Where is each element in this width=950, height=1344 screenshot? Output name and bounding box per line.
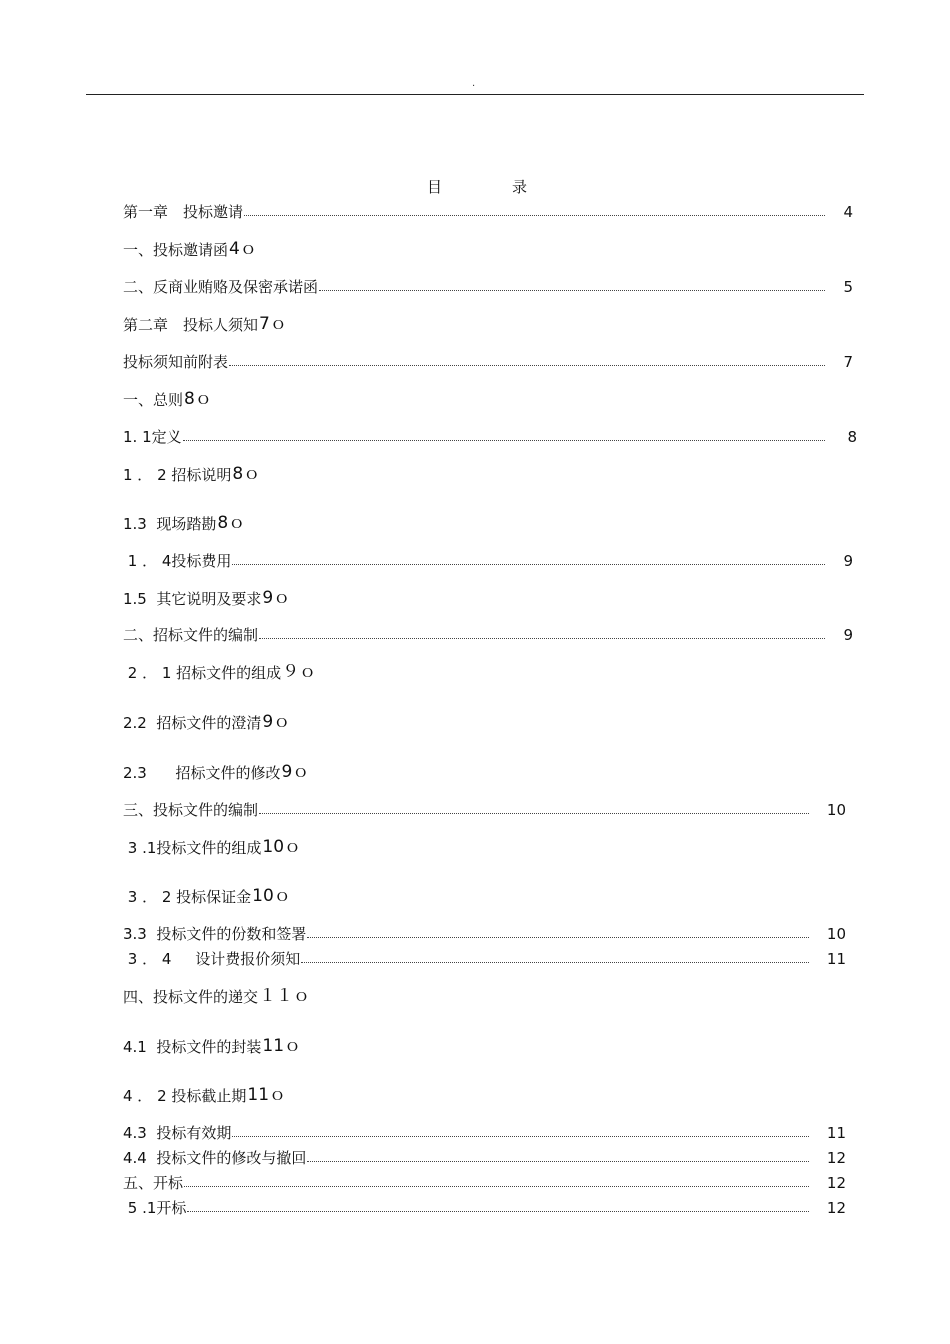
toc-entry-inline-page: 9ｏ bbox=[281, 762, 310, 782]
toc-entry-page: 12 bbox=[826, 1174, 846, 1192]
toc-entry-label: 1 ． 4投标费用 bbox=[123, 552, 232, 570]
toc-entry-label: 4.3 投标有效期 bbox=[123, 1124, 232, 1142]
toc-entry-page: 11 bbox=[826, 1124, 846, 1142]
toc-entry[interactable] bbox=[0, 276, 950, 298]
toc-entry-page: 9 bbox=[843, 552, 853, 570]
header-rule bbox=[86, 94, 864, 95]
toc-entry-label: 3 ． 2 投标保证金 bbox=[123, 888, 252, 906]
toc-entry-inline-page: 11ｏ bbox=[247, 1085, 287, 1105]
toc-entry-page: 10 bbox=[826, 925, 846, 943]
toc-entry-label: 2.3 招标文件的修改 bbox=[123, 764, 281, 782]
toc-entry-inline-page: 11ｏ bbox=[262, 1036, 302, 1056]
toc-entry[interactable] bbox=[0, 799, 950, 821]
toc-entry-label: 四、投标文件的递交 bbox=[123, 988, 259, 1006]
toc-entry-label: 五、开标 bbox=[123, 1174, 184, 1192]
toc-leader-dots bbox=[232, 1136, 809, 1137]
toc-entry-label: 1.3 现场踏勘 bbox=[123, 515, 217, 533]
toc-entry[interactable] bbox=[0, 464, 950, 486]
toc-leader-dots bbox=[301, 962, 809, 963]
toc-entry-label: 第二章 投标人须知 bbox=[123, 316, 259, 334]
toc-entry-page: 10 bbox=[826, 801, 846, 819]
toc-entry-page: 11 bbox=[826, 950, 846, 968]
toc-entry-page: 7 bbox=[843, 353, 853, 371]
toc-entry-label: 4 ． 2 投标截止期 bbox=[123, 1087, 247, 1105]
toc-leader-dots bbox=[319, 290, 825, 291]
toc-entry-label: 1. 1定义 bbox=[123, 428, 182, 446]
toc-entry-inline-page: １１ｏ bbox=[259, 986, 311, 1006]
toc-entry-inline-page: 10ｏ bbox=[252, 886, 291, 906]
toc-entry[interactable] bbox=[0, 624, 950, 646]
toc-entry[interactable] bbox=[0, 1085, 950, 1107]
toc-entry-page: 12 bbox=[826, 1199, 846, 1217]
toc-entry[interactable] bbox=[0, 550, 950, 572]
toc-entry-label: 第一章 投标邀请 bbox=[123, 203, 244, 221]
toc-entry-page: 12 bbox=[826, 1149, 846, 1167]
toc-entry-page: 4 bbox=[843, 203, 853, 221]
toc-leader-dots bbox=[307, 1161, 809, 1162]
toc-entry-inline-page: 8ｏ bbox=[184, 389, 212, 409]
toc-entry[interactable] bbox=[0, 712, 950, 734]
toc-entry[interactable] bbox=[0, 351, 950, 373]
toc-leader-dots bbox=[184, 1186, 809, 1187]
toc-entry-label: 3 ． 4 设计费报价须知 bbox=[123, 950, 301, 968]
toc-leader-dots bbox=[232, 564, 825, 565]
toc-entry-label: 投标须知前附表 bbox=[123, 353, 229, 371]
toc-entry-label: 5 .1开标 bbox=[123, 1199, 187, 1217]
toc-leader-dots bbox=[307, 937, 809, 938]
toc-entry-label: 2 ． 1 招标文件的组成 bbox=[123, 664, 282, 682]
toc-entry-label: 1 ． 2 招标说明 bbox=[123, 466, 232, 484]
toc-entry-label: 4.4 投标文件的修改与撤回 bbox=[123, 1149, 307, 1167]
toc-entry-page: 9 bbox=[843, 626, 853, 644]
toc-entry[interactable] bbox=[0, 1036, 950, 1058]
toc-entry[interactable] bbox=[0, 986, 950, 1008]
toc-entry-label: 一、总则 bbox=[123, 391, 184, 409]
toc-entry[interactable] bbox=[0, 588, 950, 610]
toc-leader-dots bbox=[183, 440, 825, 441]
toc-leader-dots bbox=[187, 1211, 809, 1212]
toc-entry-page: 5 bbox=[843, 278, 853, 296]
toc-entry-label: 2.2 招标文件的澄清 bbox=[123, 714, 262, 732]
toc-entry[interactable] bbox=[0, 886, 950, 908]
toc-entry-label: 1.5 其它说明及要求 bbox=[123, 590, 262, 608]
toc-entry-page: 8 bbox=[847, 428, 857, 446]
toc-entry-label: 3 .1投标文件的组成 bbox=[123, 839, 262, 857]
toc-entry[interactable] bbox=[0, 201, 950, 223]
header-mark: . bbox=[472, 78, 476, 89]
toc-entry-label: 二、招标文件的编制 bbox=[123, 626, 259, 644]
toc-entry-inline-page: 9ｏ bbox=[262, 588, 291, 608]
toc-entry-inline-page: ９ｏ bbox=[282, 662, 317, 682]
toc-entry-inline-page: 4ｏ bbox=[229, 239, 257, 259]
toc-entry[interactable] bbox=[0, 948, 950, 970]
toc-entry[interactable] bbox=[0, 837, 950, 859]
toc-entry-label: 4.1 投标文件的封装 bbox=[123, 1038, 262, 1056]
toc-entry-inline-page: 10ｏ bbox=[262, 837, 302, 857]
toc-entry-label: 三、投标文件的编制 bbox=[123, 801, 259, 819]
toc-entry-label: 一、投标邀请函 bbox=[123, 241, 229, 259]
toc-entry-label: 3.3 投标文件的份数和签署 bbox=[123, 925, 307, 943]
toc-entry[interactable] bbox=[0, 314, 950, 336]
toc-entry-inline-page: 8ｏ bbox=[217, 513, 246, 533]
toc-entry[interactable] bbox=[0, 662, 950, 684]
toc-entry[interactable] bbox=[0, 513, 950, 535]
toc-entry[interactable] bbox=[0, 1172, 950, 1194]
toc-leader-dots bbox=[259, 813, 809, 814]
toc-entry[interactable] bbox=[0, 1197, 950, 1219]
toc-entry-inline-page: 9ｏ bbox=[262, 712, 291, 732]
toc-leader-dots bbox=[259, 638, 825, 639]
toc-entry[interactable] bbox=[0, 239, 950, 261]
toc-title: 目录 bbox=[427, 178, 598, 196]
toc-entry[interactable] bbox=[0, 923, 950, 945]
toc-entry-label: 二、反商业贿赂及保密承诺函 bbox=[123, 278, 319, 296]
toc-entry[interactable] bbox=[0, 1122, 950, 1144]
toc-leader-dots bbox=[229, 365, 825, 366]
toc-entry[interactable] bbox=[0, 426, 950, 448]
toc-entry[interactable] bbox=[0, 762, 950, 784]
toc-leader-dots bbox=[244, 215, 825, 216]
toc-entry-inline-page: 8ｏ bbox=[232, 464, 261, 484]
toc-entry-inline-page: 7ｏ bbox=[259, 314, 287, 334]
toc-entry[interactable] bbox=[0, 389, 950, 411]
toc-entry[interactable] bbox=[0, 1147, 950, 1169]
